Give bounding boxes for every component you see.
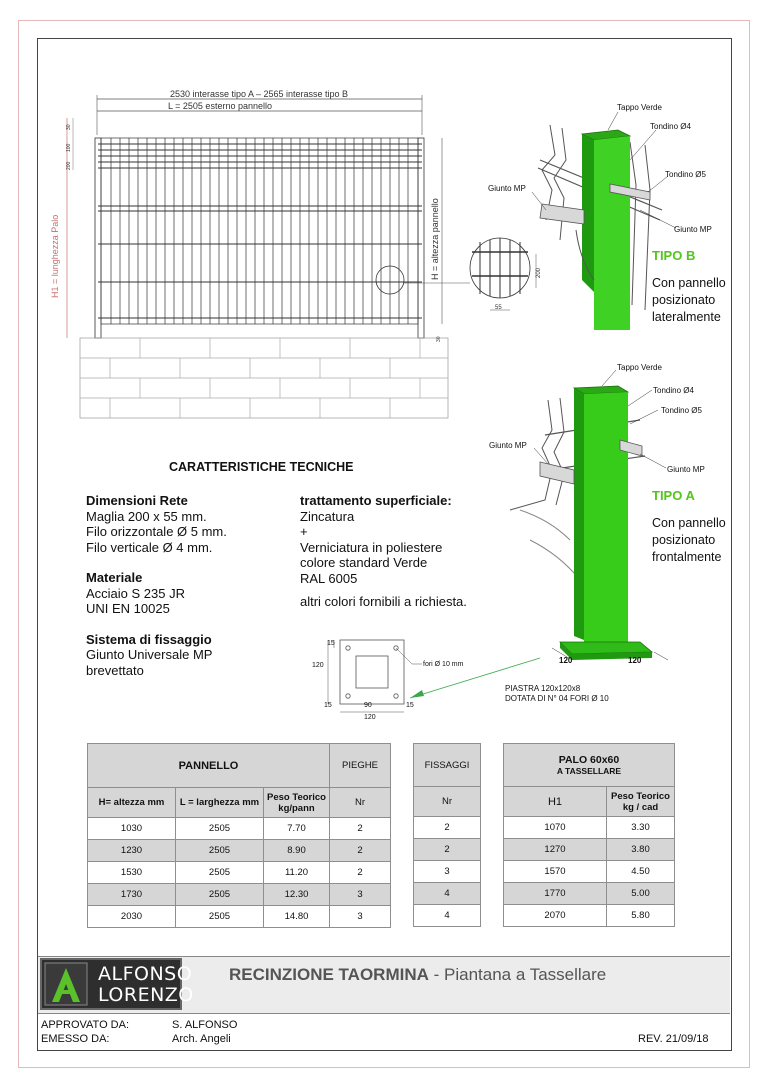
- cell: 3: [330, 884, 391, 906]
- spec-materiale-line: Acciaio S 235 JR: [86, 585, 185, 601]
- tipo-a-desc: [652, 515, 726, 566]
- revision: REV. 21/09/18: [638, 1033, 709, 1045]
- table-row: [504, 905, 675, 927]
- cell: 2505: [176, 862, 264, 884]
- table-fissaggi: [413, 743, 481, 927]
- cell: 1570: [504, 861, 607, 883]
- table-row: [88, 906, 391, 928]
- spec-rete-heading: Dimensioni Rete: [86, 493, 188, 508]
- spec-rete-line: Maglia 200 x 55 mm.: [86, 508, 207, 524]
- spec-materiale-heading: Materiale: [86, 570, 143, 585]
- cell: 1270: [504, 839, 607, 861]
- cell: 2: [414, 839, 481, 861]
- cell: 1230: [88, 840, 176, 862]
- cell: 4.50: [607, 861, 675, 883]
- table-palo: [503, 743, 675, 927]
- spec-materiale-line: UNI EN 10025: [86, 601, 170, 616]
- cell: 1070: [504, 817, 607, 839]
- tipo-a-desc-line: frontalmente: [652, 550, 722, 564]
- table-row: [414, 839, 481, 861]
- plate-dim-120-left: 120: [312, 662, 324, 669]
- pannello-header: PANNELLO: [88, 744, 330, 788]
- tipo-b-giunto-left: Giunto MP: [488, 184, 526, 193]
- cell: 2505: [176, 884, 264, 906]
- cell: 3: [330, 906, 391, 928]
- tipo-a-tappo: Tappo Verde: [617, 363, 662, 372]
- cell: 11.20: [264, 862, 330, 884]
- cell: 2: [330, 840, 391, 862]
- document-title-rest: - Piantana a Tassellare: [428, 965, 607, 984]
- palo-title: PALO 60x60: [558, 754, 620, 766]
- cell: 2505: [176, 840, 264, 862]
- tipo-a-title: TIPO A: [652, 488, 695, 503]
- spec-trattamento-line: Zincatura: [300, 508, 355, 524]
- specs-right-column: [300, 493, 467, 610]
- table-row: [414, 883, 481, 905]
- cell: 4: [414, 905, 481, 927]
- spec-trattamento-line: colore standard Verde: [300, 555, 428, 570]
- spec-fissaggio-heading: Sistema di fissaggio: [86, 631, 212, 647]
- cell: 8.90: [264, 840, 330, 862]
- specs-title: CARATTERISTICHE TECNICHE: [169, 460, 354, 474]
- tipo-a-dim-120b: 120: [628, 656, 642, 665]
- cell: 1770: [504, 883, 607, 905]
- company-logo: [40, 958, 194, 1010]
- cell: 2030: [88, 906, 176, 928]
- cell: 2: [330, 818, 391, 840]
- table-pannello: [87, 743, 391, 928]
- cell: 1530: [88, 862, 176, 884]
- palo-header: [504, 744, 675, 787]
- detail-dim-200: 200: [536, 267, 542, 278]
- emesso-label: EMESSO DA:: [41, 1033, 110, 1045]
- dim-200: 200: [66, 161, 72, 170]
- table-row: [504, 861, 675, 883]
- table-row: [414, 905, 481, 927]
- cell: 5.80: [607, 905, 675, 927]
- logo-line-2: LORENZO: [98, 984, 194, 1006]
- table-row: [414, 861, 481, 883]
- approvato-label: APPROVATO DA:: [41, 1019, 130, 1031]
- col-h1-header: H1: [504, 787, 607, 817]
- mesh-panel: [98, 138, 422, 324]
- detail-dim-55: 55: [495, 305, 502, 311]
- table-row: [504, 817, 675, 839]
- spec-fissaggio-line: brevettato: [86, 662, 144, 678]
- dim-30-top: 30: [66, 124, 72, 130]
- cell: 5.00: [607, 883, 675, 905]
- tipo-a-tondino4: Tondino Ø4: [653, 386, 694, 395]
- tipo-b-tappo: Tappo Verde: [617, 103, 662, 112]
- col-peso-cad-header: Peso Teorico kg / cad: [607, 787, 675, 817]
- logo-a-icon: [44, 962, 88, 1006]
- specs-left-column: [86, 493, 227, 678]
- table-row: [504, 883, 675, 905]
- plate-fori: fori Ø 10 mm: [423, 661, 464, 668]
- tipo-a-giunto-left: Giunto MP: [489, 441, 527, 450]
- dim-30-bottom: 30: [436, 336, 442, 342]
- spec-trattamento-line: +: [300, 524, 308, 539]
- pieghe-header: PIEGHE: [330, 744, 391, 788]
- fissaggi-header: FISSAGGI: [414, 744, 481, 787]
- tipo-a-tondino5: Tondino Ø5: [661, 406, 702, 415]
- plate-dim-15-top: 15: [327, 640, 335, 647]
- cell: 2: [330, 862, 391, 884]
- tipo-b-title: TIPO B: [652, 248, 696, 263]
- tipo-b-giunto-right: Giunto MP: [674, 225, 712, 234]
- table-row: [88, 840, 391, 862]
- table-row: [414, 817, 481, 839]
- dim-esterno-pannello: L = 2505 esterno pannello: [167, 101, 273, 111]
- tipo-b-tondino5: Tondino Ø5: [665, 170, 706, 179]
- spec-altri-colori: altri colori fornibili a richiesta.: [300, 594, 467, 609]
- cell: 2505: [176, 818, 264, 840]
- table-row: [88, 818, 391, 840]
- cell: 3.80: [607, 839, 675, 861]
- spec-trattamento-line: Verniciatura in poliestere: [300, 539, 443, 555]
- logo-line-1: ALFONSO: [98, 963, 193, 985]
- base-wall: [80, 338, 448, 418]
- dim-h-label: H = altezza pannello: [430, 198, 440, 280]
- tipo-a-dim-120a: 120: [559, 656, 573, 665]
- tipo-a-desc-line: Con pannello: [652, 516, 726, 530]
- tipo-a-desc-line: posizionato: [652, 533, 716, 547]
- tipo-b-desc-line: lateralmente: [652, 310, 721, 324]
- dim-interasse: 2530 interasse tipo A – 2565 interasse tipo B: [169, 89, 349, 99]
- tipo-a-giunto-right: Giunto MP: [667, 465, 705, 474]
- spec-rete-line: Filo orizzontale Ø 5 mm.: [86, 524, 227, 539]
- document-title-bold: RECINZIONE TAORMINA: [229, 965, 429, 984]
- plate-dim-15-left: 15: [324, 702, 332, 709]
- cell: 2070: [504, 905, 607, 927]
- plate-caption: [505, 684, 609, 704]
- cell: 7.70: [264, 818, 330, 840]
- cell: 2505: [176, 906, 264, 928]
- plate-dim-15-right: 15: [406, 702, 414, 709]
- plate-dim-90: 90: [364, 702, 372, 709]
- tipo-b-desc-line: posizionato: [652, 293, 716, 307]
- tipo-b-desc-line: Con pannello: [652, 276, 726, 290]
- table-row: [88, 862, 391, 884]
- document-title: [229, 965, 606, 985]
- col-nr-header: Nr: [330, 788, 391, 818]
- emesso-value: Arch. Angeli: [172, 1033, 231, 1045]
- col-peso-header: Peso Teorico kg/pann: [264, 788, 330, 818]
- table-row: [88, 884, 391, 906]
- spec-rete-line: Filo verticale Ø 4 mm.: [86, 539, 213, 555]
- tipo-b-tondino4: Tondino Ø4: [650, 122, 691, 131]
- plate-caption-line: DOTATA DI N° 04 FORI Ø 10: [505, 694, 609, 703]
- spec-trattamento-heading: trattamento superficiale:: [300, 493, 452, 508]
- dim-h1-label: H1 = lunghezza Palo: [50, 214, 60, 298]
- plate-caption-line: PIASTRA 120x120x8: [505, 684, 581, 693]
- approvato-value: S. ALFONSO: [172, 1019, 238, 1031]
- cell: 1030: [88, 818, 176, 840]
- table-row: [504, 839, 675, 861]
- palo-subtitle: A TASSELLARE: [556, 766, 622, 776]
- spec-trattamento-line: RAL 6005: [300, 570, 358, 586]
- spec-fissaggio-line: Giunto Universale MP: [86, 647, 213, 662]
- col-l-header: L = larghezza mm: [176, 788, 264, 818]
- base-plate-drawing: [310, 630, 560, 725]
- cell: 3: [414, 861, 481, 883]
- cell: 3.30: [607, 817, 675, 839]
- col-h-header: H= altezza mm: [88, 788, 176, 818]
- dim-100: 100: [66, 143, 72, 152]
- cell: 4: [414, 883, 481, 905]
- cell: 1730: [88, 884, 176, 906]
- fence-elevation-drawing: [40, 80, 470, 425]
- cell: 12.30: [264, 884, 330, 906]
- plate-dim-120-bottom: 120: [364, 714, 376, 721]
- tipo-b-desc: [652, 275, 726, 326]
- cell: 14.80: [264, 906, 330, 928]
- fissaggi-nr-header: Nr: [414, 787, 481, 817]
- cell: 2: [414, 817, 481, 839]
